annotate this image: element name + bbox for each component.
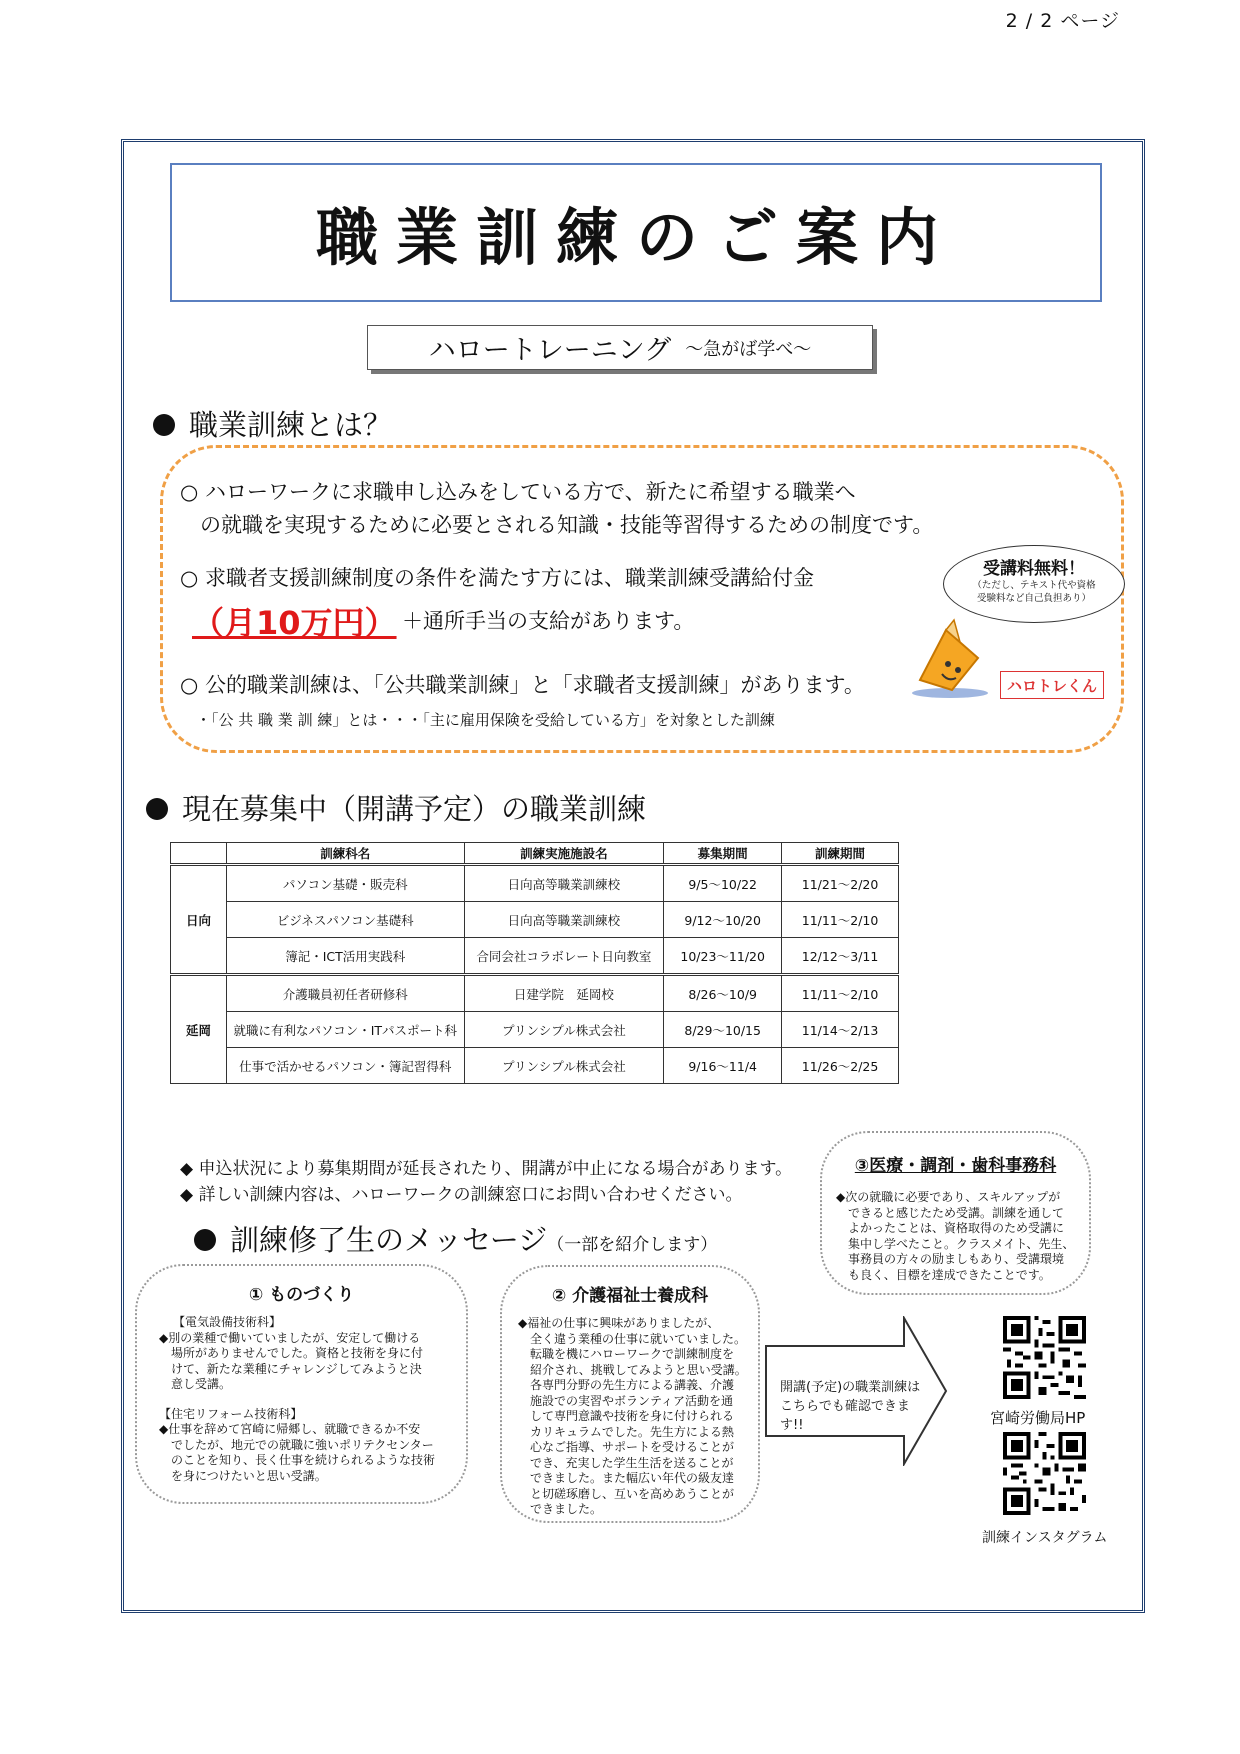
card-line: 集中し学べたこと。クラスメイト、先生、 <box>848 1236 1075 1251</box>
table-row <box>171 975 899 1012</box>
column-header: 募集期間 <box>664 843 782 865</box>
qr-code-icon[interactable] <box>1003 1316 1086 1399</box>
training-period-cell: 11/11～2/10 <box>782 902 899 938</box>
recruit-period-cell: 8/29～10/15 <box>664 1012 782 1048</box>
recruit-period-cell: 9/16～11/4 <box>664 1048 782 1084</box>
message-card-medical <box>820 1131 1091 1295</box>
card-title: ② 介護福祉士養成科 <box>551 1286 709 1306</box>
course-name-cell: パソコン基礎・販売科 <box>226 865 464 902</box>
card-line: できると感じたため受講。訓練を通して <box>848 1205 1065 1220</box>
column-header: 訓練実施施設名 <box>464 843 664 865</box>
courses-table <box>170 842 899 1084</box>
card-line: ◆福祉の仕事に興味がありましたが、 <box>518 1316 720 1330</box>
card-body <box>159 1315 466 1484</box>
card-line: できました。 <box>530 1502 603 1516</box>
table-row <box>171 1012 899 1048</box>
card-body <box>518 1316 758 1518</box>
arrow-text-line: 開講(予定)の職業訓練は <box>780 1380 921 1395</box>
heading-text: 職業訓練とは？ <box>189 408 393 442</box>
about-item-2-rest: ＋通所手当の支給があります。 <box>402 609 695 633</box>
course-name-cell: 仕事で活かせるパソコン・簿記習得科 <box>226 1048 464 1084</box>
card-body <box>836 1190 1089 1283</box>
card-line: よかったことは、資格取得のため受講に <box>848 1221 1065 1235</box>
heading-text: 訓練修了生のメッセージ <box>230 1223 548 1257</box>
free-tuition-title: 受講料無料！ <box>983 559 1085 579</box>
table-row <box>171 938 899 975</box>
card-line: 事務員の方々の励ましもあり、受講環境 <box>848 1252 1065 1266</box>
column-header: 訓練期間 <box>782 843 899 865</box>
subtitle-box <box>367 325 873 370</box>
heading-suffix: （一部を紹介します） <box>547 1235 718 1255</box>
subtitle-tagline: ～急がば学べ～ <box>685 338 812 360</box>
free-tuition-note-1: （ただし、テキスト代や資格 <box>972 580 1096 591</box>
message-card-manufacturing <box>135 1264 468 1504</box>
facility-cell: 合同会社コラボレート日向教室 <box>464 938 664 975</box>
mascot-pencil-icon <box>900 618 1000 700</box>
free-tuition-bubble <box>943 545 1125 623</box>
recruit-period-cell: 9/5～10/22 <box>664 865 782 902</box>
qr-label-labor-bureau: 宮崎労働局HP <box>990 1409 1086 1427</box>
training-period-cell: 11/21～2/20 <box>782 865 899 902</box>
about-item-1-line-2: の就職を実現するために必要とされる知識・技能等習得するための制度です。 <box>200 513 934 537</box>
card-line: のことを知り、長く仕事を続けられるような技術 <box>171 1453 436 1467</box>
about-item-1-line-1: ○ ハローワークに求職申し込みをしている方で、新たに希望する職業へ <box>180 480 856 504</box>
recruit-period-cell: 8/26～10/9 <box>664 975 782 1012</box>
card-line: 各専門分野の先生方による講義、介護 <box>530 1378 735 1392</box>
card-line: を身につけたいと思い受講。 <box>171 1468 327 1483</box>
training-period-cell: 12/12～3/11 <box>782 938 899 975</box>
card-line: して専門意識や技術を身に付けられる <box>530 1409 735 1423</box>
course-name-cell: 介護職員初任者研修科 <box>226 975 464 1012</box>
benefit-amount: （月10万円） <box>192 604 397 642</box>
card-line: でき、充実した学生生活を送ることが <box>530 1455 734 1470</box>
section-heading-courses <box>146 787 646 828</box>
card-line: できました。また幅広い年代の級友達 <box>530 1471 735 1485</box>
qr-label-instagram: 訓練インスタグラム <box>982 1530 1108 1546</box>
table-row <box>171 902 899 938</box>
card-subtitle: 【住宅リフォーム技術科】 <box>159 1406 303 1421</box>
card-line: も良く、目標を達成できたことです。 <box>848 1267 1051 1282</box>
bullet-dot-icon <box>153 414 175 436</box>
heading-text: 現在募集中（開講予定）の職業訓練 <box>182 792 647 826</box>
page-number: 2 / 2 ページ <box>1005 10 1120 32</box>
card-line: 心なご指導、サポートを受けることが <box>530 1440 735 1454</box>
facility-cell: 日向高等職業訓練校 <box>464 865 664 902</box>
card-line: 意し受講。 <box>171 1377 232 1391</box>
recruit-period-cell: 10/23～11/20 <box>664 938 782 975</box>
course-name-cell: 簿記・ICT活用実践科 <box>226 938 464 975</box>
card-title: ③医療・調剤・歯科事務科 <box>854 1156 1057 1176</box>
card-line: でしたが、地元での就職に強いポリテクセンター <box>171 1437 434 1452</box>
facility-cell: プリンシプル株式会社 <box>464 1012 664 1048</box>
qr-code-icon[interactable] <box>1003 1432 1086 1515</box>
table-row <box>171 865 899 902</box>
training-period-cell: 11/26～2/25 <box>782 1048 899 1084</box>
facility-cell: 日向高等職業訓練校 <box>464 902 664 938</box>
card-line: ◆次の就職に必要であり、スキルアップが <box>836 1190 1061 1204</box>
arrow-text-line: こちらでも確認できます!! <box>780 1399 910 1433</box>
mascot-label: ハロトレくん <box>1000 671 1104 699</box>
recruit-period-cell: 9/12～10/20 <box>664 902 782 938</box>
column-header: 訓練科名 <box>226 843 464 865</box>
section-heading-about <box>153 403 392 444</box>
card-line: 施設での実習やボランティア活動を通 <box>530 1393 734 1408</box>
section-heading-messages <box>194 1218 717 1259</box>
card-line: 全く違う業種の仕事に就いていました。 <box>530 1331 747 1346</box>
course-name-cell: 就職に有利なパソコン・ITパスポート科 <box>226 1012 464 1048</box>
card-line: ◆仕事を辞めて宮崎に帰郷し、就職できるか不安 <box>159 1422 421 1436</box>
training-period-cell: 11/14～2/13 <box>782 1012 899 1048</box>
facility-cell: 日建学院 延岡校 <box>464 975 664 1012</box>
card-line: けて、新たな業種にチャレンジしてみようと決 <box>171 1361 422 1376</box>
card-subtitle: 【電気設備技術科】 <box>173 1315 282 1329</box>
page-title: 職業訓練のご案内 <box>315 201 956 274</box>
card-line: と切磋琢磨し、互いを高めあうことが <box>530 1486 735 1501</box>
training-period-cell: 11/11～2/10 <box>782 975 899 1012</box>
region-cell: 延岡 <box>171 975 227 1084</box>
card-line: ◆別の業種で働いていましたが、安定して働ける <box>159 1330 421 1345</box>
bullet-dot-icon <box>146 798 168 820</box>
card-line: 紹介され、挑戦してみようと思い受講。 <box>530 1362 747 1377</box>
card-line: カリキュラムでした。先生方による熱 <box>530 1424 734 1439</box>
bullet-dot-icon <box>194 1229 216 1251</box>
note-extension: ◆ 申込状況により募集期間が延長されたり、開講が中止になる場合があります。 <box>180 1159 793 1179</box>
title-box <box>170 163 1102 302</box>
about-item-3-note: ・「公 共 職 業 訓 練」とは・・・「主に雇用保険を受給している方」を対象とした訓練 <box>196 711 775 729</box>
course-name-cell: ビジネスパソコン基礎科 <box>226 902 464 938</box>
arrow-text <box>780 1378 930 1435</box>
message-card-care <box>500 1265 760 1523</box>
free-tuition-note-2: 受験料など自己負担あり） <box>976 593 1091 604</box>
card-line: 場所がありませんでした。資格と技術を身に付 <box>171 1346 424 1360</box>
about-item-2-line-1: ○ 求職者支援訓練制度の条件を満たす方には、職業訓練受講給付金 <box>180 566 814 590</box>
card-title: ① ものづくり <box>248 1285 355 1305</box>
subtitle-main: ハロートレーニング <box>428 335 672 366</box>
facility-cell: プリンシプル株式会社 <box>464 1048 664 1084</box>
table-row <box>171 1048 899 1084</box>
region-cell: 日向 <box>171 865 227 975</box>
column-header <box>171 843 227 865</box>
note-inquiry: ◆ 詳しい訓練内容は、ハローワークの訓練窓口にお問い合わせください。 <box>180 1185 743 1205</box>
table-header-row <box>171 843 899 865</box>
about-item-3: ○ 公的職業訓練は、「公共職業訓練」と「求職者支援訓練」があります。 <box>180 673 865 697</box>
card-line: 転職を機にハローワークで訓練制度を <box>530 1347 735 1361</box>
